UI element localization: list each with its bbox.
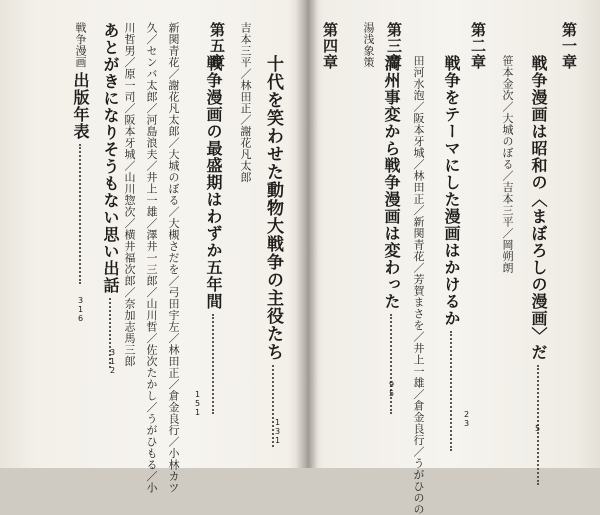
chapter-4-page: 131 [273,418,282,445]
chapter-5-authors-line-2: 久／センバ太郎／河島浪夫／井上一雄／澤井一三郎／山川哲／佐次たかし／うがひもる／小 [145,22,158,494]
chapter-2-label: 第二章 [469,22,487,70]
page-gutter [296,0,318,468]
chapter-5-leader [212,314,214,414]
chapter-2-authors-line-1: 田河水泡／阪本牙城／林田正／新関青花／芳賀まさを／井上一雄／倉金良行／うがひのの [412,55,425,515]
chapter-5-authors-line-3: 川哲男／原一司／阪本牙城／山川惣次／横井福次郎／奈加志馬三郎 [123,22,136,367]
chapter-4-title-row [264,55,281,447]
chapter-3-title-row [383,55,399,414]
chapter-1-title: 戦争漫画は昭和の〈まぼろしの漫画〉だ [529,55,548,361]
afterword-page: 312 [108,348,117,375]
chapter-4-title: 十代を笑わせた動物大戦争の主役たち [263,55,283,361]
chapter-1-title-row [530,55,546,485]
chapter-1-authors: 笹本金次／大城のぼる／吉本三平／岡朔朗 [501,55,514,274]
appendix-title: 出版年表 [71,72,90,140]
chapter-4-label: 第四章 [321,22,339,70]
chapter-3-page: 95 [387,380,396,398]
chapter-2-title-row [443,55,459,451]
appendix-row [72,22,88,284]
chapter-5-label: 第五章 [208,22,226,70]
chapter-5-authors-line-1: 新関青花／謝花凡太郎／大城のぼる／大槻さだを／弓田宇左／林田正／倉金良行／小林カツ [167,22,180,494]
chapter-3-leader [390,314,392,414]
appendix-page: 316 [76,296,85,323]
afterword-title: あとがきになりそうもない思い出話 [101,22,120,294]
appendix-prefix: 戦争漫画 [74,22,87,68]
chapter-5-title: 戦争漫画の最盛期はわずか五年間 [204,55,223,310]
chapter-2-title: 戦争をテーマにした漫画はかけるか [442,55,461,327]
chapter-3-authors: 湯浅象策 [362,22,375,68]
chapter-1-page: 5 [533,424,542,433]
chapter-4-authors: 吉本三平／林田正／謝花凡太郎 [239,22,252,183]
appendix-leader [79,144,81,284]
chapter-5-page: 151 [193,390,202,417]
chapter-2-leader [450,331,452,451]
afterword-row [102,22,118,368]
chapter-3-label: 第三章 [385,22,403,70]
chapter-1-label: 第一章 [560,22,578,70]
chapter-2-page: 23 [462,410,471,428]
chapter-3-title: 満州事変から戦争漫画は変わった [382,55,401,310]
chapter-5-title-row [205,55,221,414]
